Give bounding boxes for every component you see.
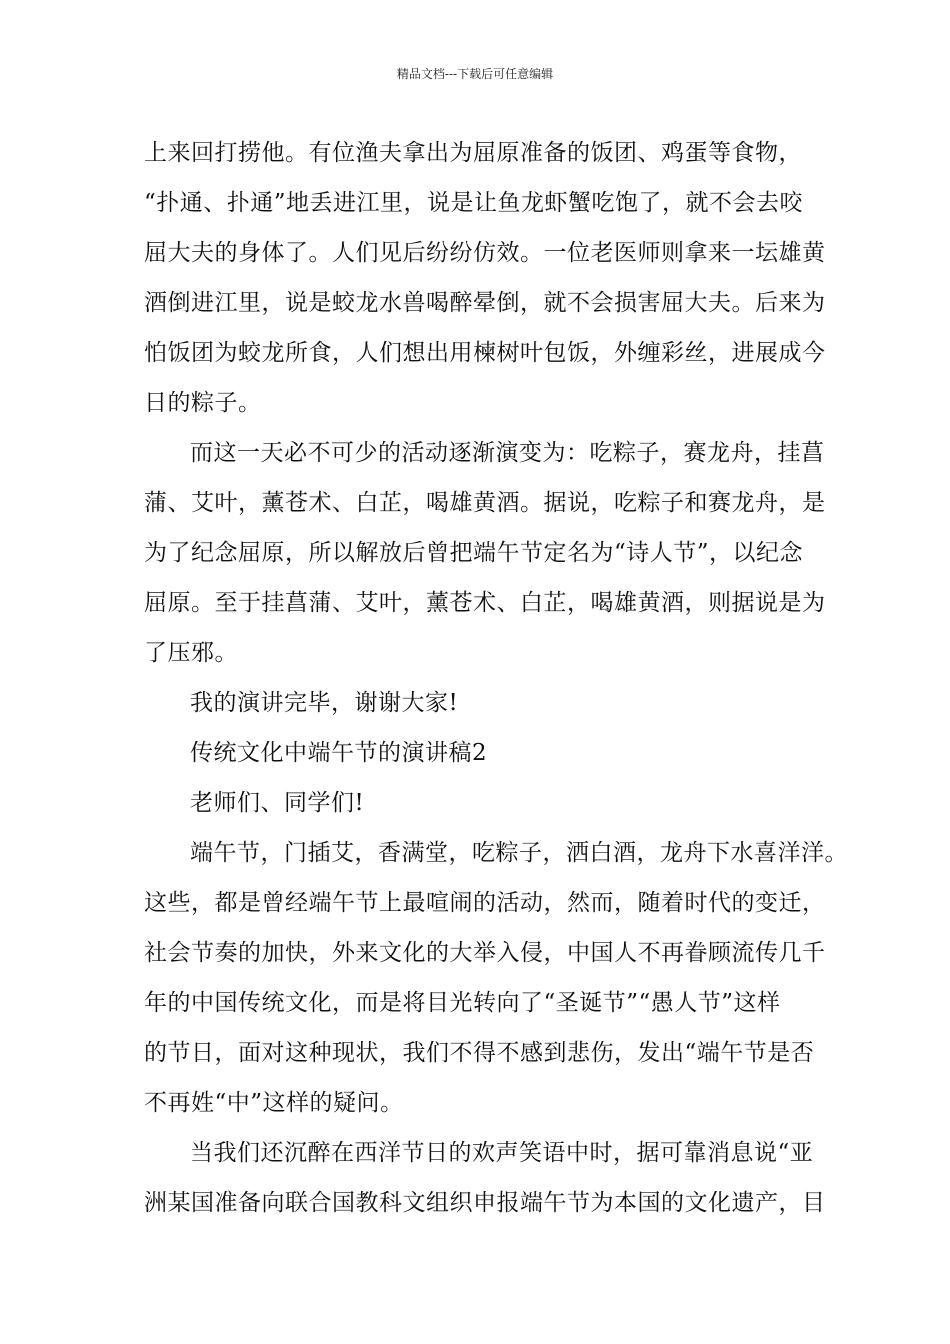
text-line: 社会节奏的加快，外来文化的大举入侵，中国人不再眷顾流传几千 xyxy=(144,940,826,966)
text-line: “扑通、扑通”地丢进江里，说是让鱼龙虾蟹吃饱了，就不会去咬 xyxy=(144,190,804,216)
paragraph-start-line: 而这一天必不可少的活动逐渐演变为：吃粽子，赛龙舟，挂菖 xyxy=(190,440,825,466)
text-line: 年的中国传统文化，而是将目光转向了“圣诞节”“愚人节”这样 xyxy=(144,990,781,1016)
document-body xyxy=(144,128,848,1228)
closing-line: 我的演讲完毕，谢谢大家! xyxy=(190,690,459,716)
text-line: 怕饭团为蛟龙所食，人们想出用楝树叶包饭，外缠彩丝，进展成今 xyxy=(144,340,826,366)
text-line: 了压邪。 xyxy=(144,640,238,666)
text-line: 屈大夫的身体了。人们见后纷纷仿效。一位老医师则拿来一坛雄黄 xyxy=(144,240,826,266)
text-line: 日的粽子。 xyxy=(144,390,262,416)
paragraph-start-line: 端午节，门插艾，香满堂，吃粽子，洒白酒，龙舟下水喜洋洋。 xyxy=(190,840,848,866)
text-line: 屈原。至于挂菖蒲、艾叶，薰苍术、白芷，喝雄黄酒，则据说是为 xyxy=(144,590,826,616)
section-title: 传统文化中端午节的演讲稿2 xyxy=(190,740,488,766)
text-line: 的节日，面对这种现状，我们不得不感到悲伤，发出“端午节是否 xyxy=(144,1040,815,1066)
text-line: 不再姓“中”这样的疑问。 xyxy=(144,1090,404,1116)
text-line: 上来回打捞他。有位渔夫拿出为屈原准备的饭团、鸡蛋等食物， xyxy=(144,140,802,166)
text-line: 这些，都是曾经端午节上最喧闹的活动，然而，随着时代的变迁， xyxy=(144,890,826,916)
text-line: 酒倒进江里，说是蛟龙水兽喝醉晕倒，就不会损害屈大夫。后来为 xyxy=(144,290,826,316)
text-line: 蒲、艾叶，薰苍术、白芷，喝雄黄酒。据说，吃粽子和赛龙舟，是 xyxy=(144,490,826,516)
text-line: 洲某国准备向联合国教科文组织申报端午节为本国的文化遗产，目 xyxy=(144,1190,826,1216)
salutation: 老师们、同学们! xyxy=(190,790,365,816)
text-line: 为了纪念屈原，所以解放后曾把端午节定名为“诗人节”，以纪念 xyxy=(144,540,804,566)
paragraph-start-line: 当我们还沉醉在西洋节日的欢声笑语中时，据可靠消息说“亚 xyxy=(190,1140,814,1166)
page-header: 精品文档---下载后可任意编辑 xyxy=(396,67,554,81)
